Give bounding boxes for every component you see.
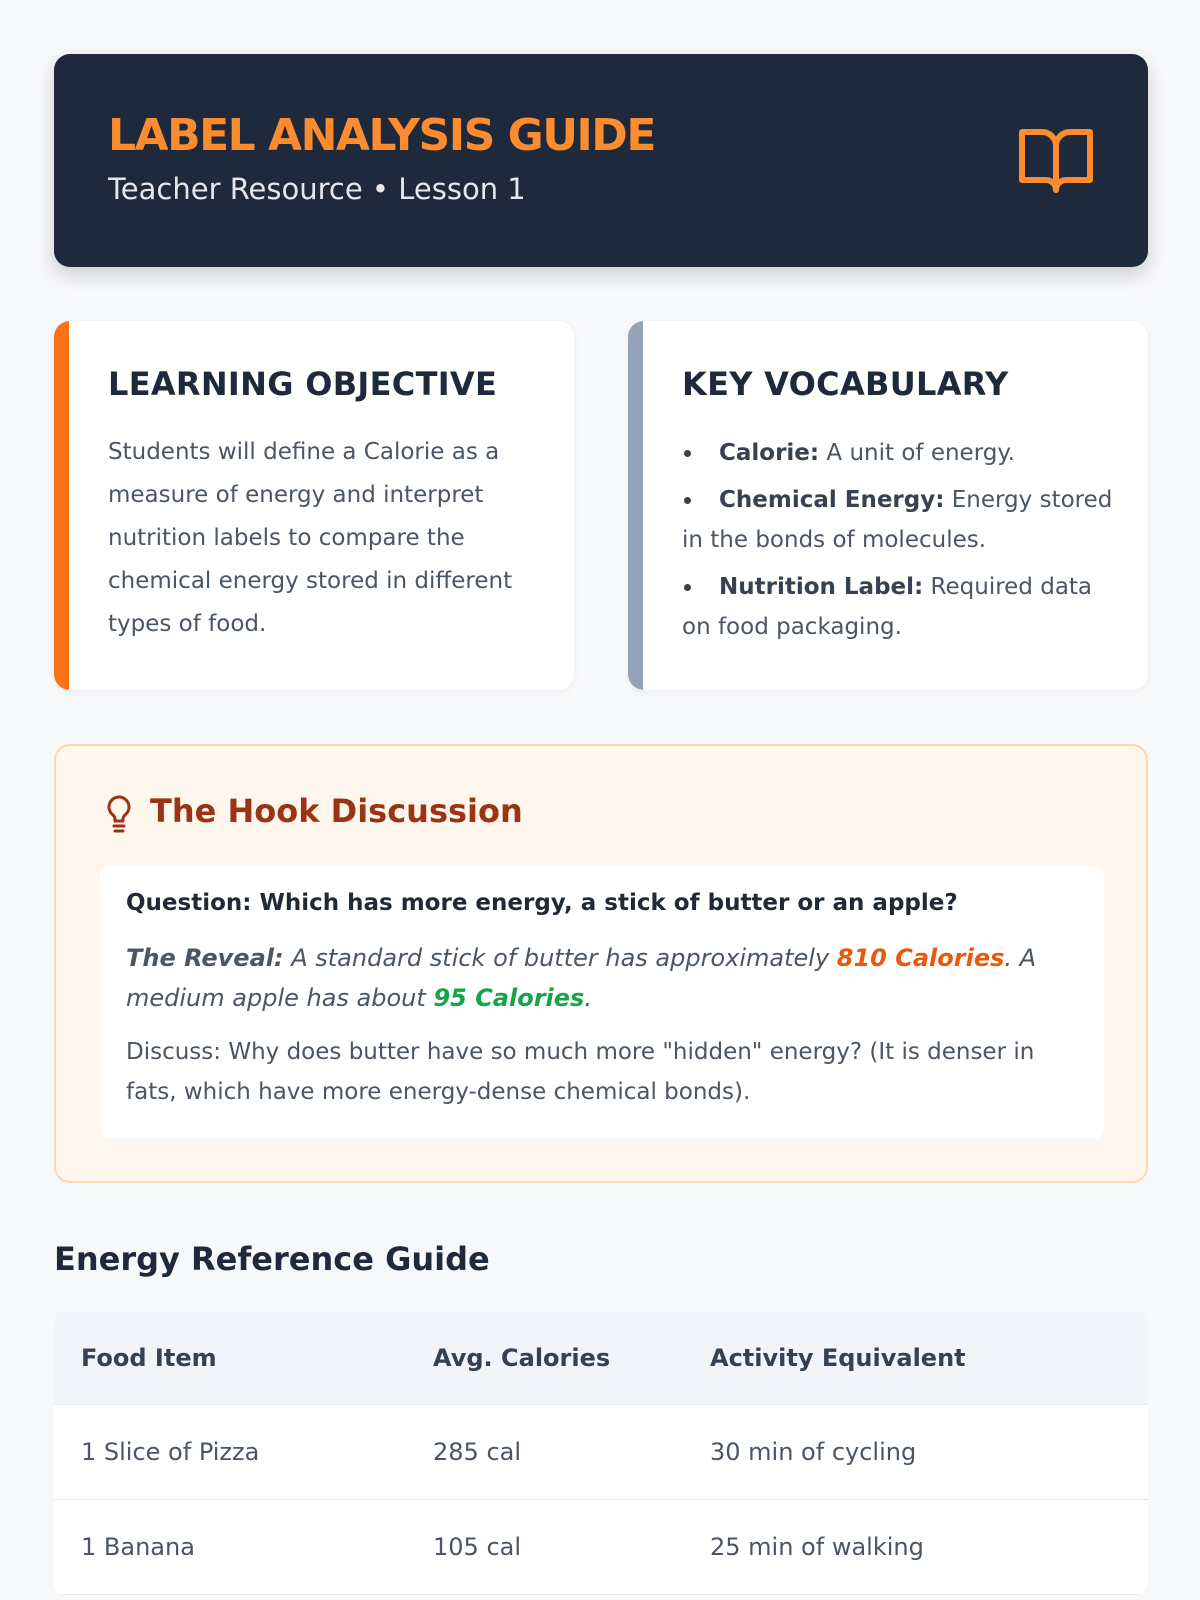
vocabulary-item	[682, 433, 1122, 473]
reveal-label: The Reveal:	[126, 944, 284, 972]
food-cell: 1 Slice of Pizza	[81, 1438, 260, 1466]
learning-objective-card	[54, 321, 574, 690]
calories-cell: 285 cal	[433, 1438, 522, 1466]
page-title: LABEL ANALYSIS GUIDE	[108, 110, 655, 161]
reveal-text: .	[584, 984, 592, 1012]
accent-bar	[54, 321, 69, 690]
vocabulary-term: Calorie:	[719, 440, 820, 466]
column-header-food: Food Item	[81, 1343, 217, 1372]
table-row	[54, 1405, 1148, 1500]
reveal-text: . A medium apple has about	[126, 944, 1037, 1012]
accent-bar	[628, 321, 643, 690]
vocabulary-term: Nutrition Label:	[719, 574, 924, 600]
hook-discussion-prompt: Discuss: Why does butter have so much more "hidden" energy? (It is denser in fats, which have more energy-dense chemical bonds).	[126, 1039, 1035, 1105]
hook-content	[100, 866, 1104, 1139]
header-banner	[54, 54, 1148, 267]
vocabulary-definition-cont: on food packaging.	[682, 614, 902, 640]
table-row	[54, 1500, 1148, 1595]
vocabulary-item	[682, 480, 1122, 560]
table-header	[54, 1311, 1148, 1405]
lightbulb-icon	[104, 794, 134, 834]
calories-cell: 105 cal	[433, 1533, 522, 1561]
apple-calories: 95 Calories	[433, 984, 585, 1012]
reference-title: Energy Reference Guide	[54, 1240, 490, 1278]
vocabulary-definition: A unit of energy.	[819, 440, 1015, 466]
energy-reference-table	[54, 1311, 1148, 1595]
vocabulary-term: Chemical Energy:	[719, 487, 945, 513]
hook-reveal	[126, 938, 1086, 1018]
column-header-activity: Activity Equivalent	[710, 1343, 966, 1372]
vocabulary-list	[682, 433, 1122, 654]
column-header-calories: Avg. Calories	[433, 1343, 611, 1372]
activity-cell: 30 min of cycling	[710, 1438, 917, 1466]
vocabulary-title: KEY VOCABULARY	[682, 365, 1009, 403]
objective-title: LEARNING OBJECTIVE	[108, 365, 498, 403]
page-subtitle: Teacher Resource • Lesson 1	[108, 172, 526, 206]
vocabulary-definition: Energy stored	[944, 487, 1113, 513]
activity-cell: 25 min of walking	[710, 1533, 924, 1561]
vocabulary-item	[682, 567, 1122, 647]
hook-title: The Hook Discussion	[150, 792, 523, 830]
reveal-text: A standard stick of butter has approximately	[283, 944, 837, 972]
butter-calories: 810 Calories	[836, 944, 1005, 972]
book-icon	[1018, 126, 1094, 196]
objective-text: Students will define a Calorie as a measure of energy and interpret nutrition labels to compare the chemical energy stored in different types of food.	[108, 439, 513, 637]
food-cell: 1 Banana	[81, 1533, 195, 1561]
key-vocabulary-card	[628, 321, 1148, 690]
hook-question: Question: Which has more energy, a stick of butter or an apple?	[126, 890, 958, 916]
vocabulary-definition-cont: in the bonds of molecules.	[682, 527, 987, 553]
vocabulary-definition: Required data	[923, 574, 1093, 600]
hook-discussion-panel	[54, 744, 1148, 1183]
